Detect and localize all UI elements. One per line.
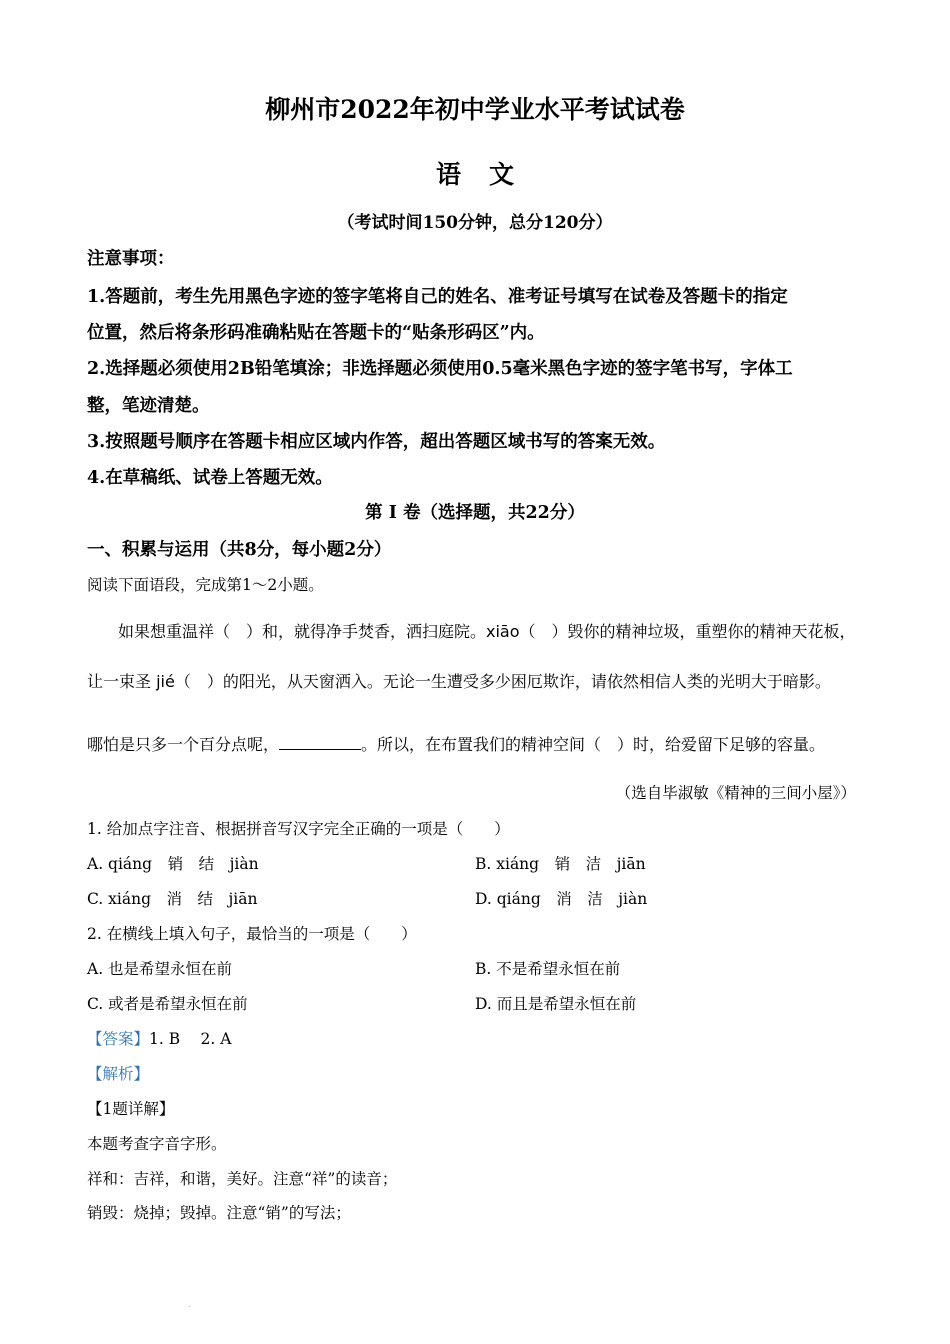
passage-source: （选自毕淑敏《精神的三间小屋》） [615,784,856,802]
q2-option-d: D. 而且是希望永恒在前 [475,995,637,1013]
q2-stem: 2. 在横线上填入句子，最恰当的一项是（ ） [87,925,417,943]
exam-subject: 语文 [435,160,542,189]
fill-in-blank [279,735,361,750]
q1-option-c: C. xiáng 消 结 jiān [87,890,258,908]
q2-option-c: C. 或者是希望永恒在前 [87,995,248,1013]
q1-option-d: D. qiáng 消 洁 jiàn [475,890,648,908]
exam-title: 柳州市2022年初中学业水平考试试卷 [265,95,685,124]
answer-label: 【答案】 [87,1030,150,1048]
notice-item-2-line-1: 2.选择题必须使用2B铅笔填涂；非选择题必须使用0.5毫米黑色字迹的签字笔书写，字体工 [87,359,793,379]
analysis-q1-label: 【1题详解】 [87,1100,175,1118]
notice-heading: 注意事项： [87,249,175,269]
q2-option-b: B. 不是希望永恒在前 [475,960,621,978]
analysis-line-3: 销毁：烧掉；毁掉。注意“销”的写法； [87,1204,351,1222]
analysis-label: 【解析】 [87,1065,150,1083]
section-title: 第 Ⅰ 卷（选择题，共22分） [365,503,585,523]
notice-item-4: 4.在草稿纸、试卷上答题无效。 [87,468,333,488]
notice-item-1-line-1: 1.答题前，考生先用黑色字迹的签字笔将自己的姓名、准考证号填写在试卷及答题卡的指定 [87,287,788,307]
analysis-line-1: 本题考查字音字形。 [87,1135,227,1153]
exam-time-note: （考试时间150分钟，总分120分） [337,213,613,233]
passage-line-3-after: 。所以，在布置我们的精神空间（ ）时，给爱留下足够的容量。 [361,735,826,754]
answer-line [87,1027,231,1049]
q2-option-a: A. 也是希望永恒在前 [87,960,233,978]
notice-item-2-line-2: 整，笔迹清楚。 [87,396,210,416]
footer-mark: . [188,1300,191,1309]
q1-option-a: A. qiáng 销 结 jiàn [87,855,259,873]
part-title: 一、积累与运用（共8分，每小题2分） [87,540,392,560]
analysis-line-2: 祥和：吉祥，和谐，美好。注意“祥”的读音； [87,1170,398,1188]
passage-line-3 [87,732,825,755]
passage-line-2: 让一束圣 jié（ ）的阳光，从天窗洒入。无论一生遭受多少困厄欺诈，请依然相信人类的光明大于暗影。 [87,672,831,691]
reading-instruction: 阅读下面语段，完成第1～2小题。 [87,576,324,594]
answer-text: 1. B 2. A [149,1030,232,1048]
passage-line-1: 如果想重温祥（ ）和，就得净手焚香，洒扫庭院。xiāo（ ）毁你的精神垃圾，重塑你的精神天花板， [118,622,856,641]
notice-item-3: 3.按照题号顺序在答题卡相应区域内作答，超出答题区域书写的答案无效。 [87,432,666,452]
q1-stem: 1. 给加点字注音、根据拼音写汉字完全正确的一项是（ ） [87,820,510,838]
passage-line-3-before: 哪怕是只多一个百分点呢， [87,735,280,754]
q1-option-b: B. xiáng 销 洁 jiān [475,855,646,873]
notice-item-1-line-2: 位置，然后将条形码准确粘贴在答题卡的“贴条形码区”内。 [87,323,545,343]
